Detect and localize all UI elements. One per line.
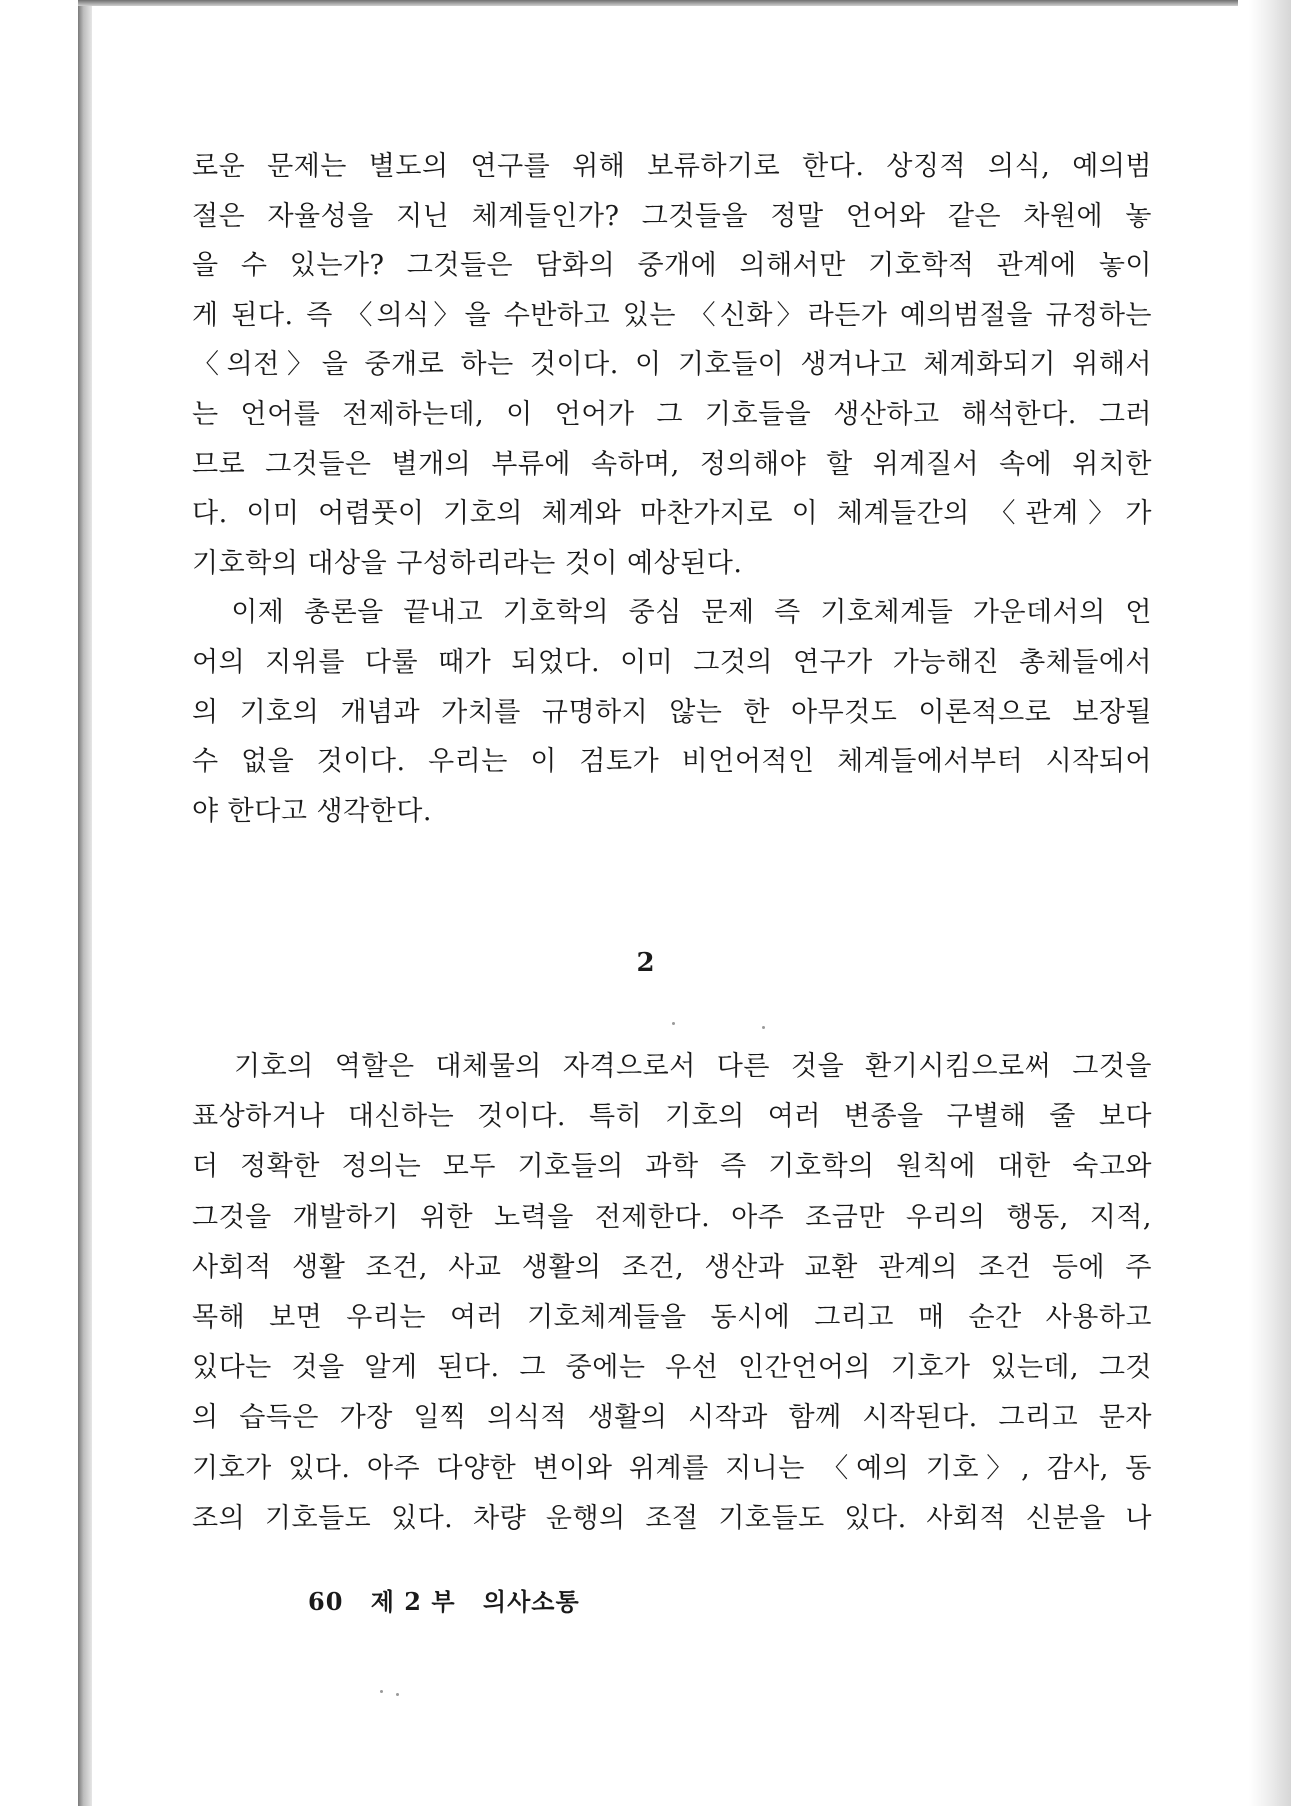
text-line: 더 정확한 정의는 모두 기호들의 과학 즉 기호학의 원칙에 대한 숙고와 [192, 1151, 1152, 1183]
text-line: 다. 이미 어렴풋이 기호의 체계와 마찬가지로 이 체계들간의 〈관계〉가 [192, 498, 1152, 530]
running-footer [308, 1582, 598, 1617]
lower-text-block [192, 1042, 1152, 1544]
section-number: 2 [636, 948, 655, 978]
text-line: 의 습득은 가장 일찍 의식적 생활의 시작과 함께 시작된다. 그리고 문자 [192, 1402, 1152, 1434]
text-line: 어의 지위를 다룰 때가 되었다. 이미 그것의 연구가 가능해진 총체들에서 [192, 646, 1152, 678]
part-title: 의사소통 [482, 1587, 580, 1616]
text-line: 기호학의 대상을 구성하리라는 것이 예상된다. [192, 547, 743, 579]
text-line: 이제 총론을 끝내고 기호학의 중심 문제 즉 기호체계들 가운데서의 언 [192, 597, 1152, 629]
text-line: 므로 그것들은 별개의 부류에 속하며, 정의해야 할 위계질서 속에 위치한 [192, 448, 1152, 480]
text-line: 〈의전〉을 중개로 하는 것이다. 이 기호들이 생겨나고 체계화되기 위해서 [192, 349, 1152, 381]
text-line: 있다는 것을 알게 된다. 그 중에는 우선 인간언어의 기호가 있는데, 그것 [192, 1352, 1152, 1384]
text-line: 사회적 생활 조건, 사교 생활의 조건, 생산과 교환 관계의 조건 등에 주 [192, 1251, 1152, 1283]
text-line: 조의 기호들도 있다. 차량 운행의 조절 기호들도 있다. 사회적 신분을 나 [192, 1502, 1152, 1534]
text-line: 그것을 개발하기 위한 노력을 전제한다. 아주 조금만 우리의 행동, 지적, [192, 1201, 1152, 1233]
text-line: 목해 보면 우리는 여러 기호체계들을 동시에 그리고 매 순간 사용하고 [192, 1301, 1152, 1333]
text-line: 야 한다고 생각한다. [192, 795, 432, 827]
page-number: 60 [308, 1587, 344, 1616]
text-line: 기호의 역할은 대체물의 자격으로서 다른 것을 환기시킴으로써 그것을 [192, 1051, 1152, 1082]
text-line: 의 기호의 개념과 가치를 규명하지 않는 한 아무것도 이론적으로 보장될 [192, 696, 1152, 728]
text-line: 로운 문제는 별도의 연구를 위해 보류하기로 한다. 상징적 의식, 예의범 [192, 151, 1152, 182]
text-line: 을 수 있는가? 그것들은 담화의 중개에 의해서만 기호학적 관계에 놓이 [192, 250, 1152, 282]
text-line: 표상하거나 대신하는 것이다. 특히 기호의 여러 변종을 구별해 줄 보다 [192, 1101, 1152, 1133]
text-line: 절은 자율성을 지닌 체계들인가? 그것들을 정말 언어와 같은 차원에 놓 [192, 200, 1152, 232]
text-line: 게 된다. 즉 〈의식〉을 수반하고 있는 〈신화〉라든가 예의범절을 규정하는 [192, 299, 1152, 331]
scan-speck [380, 1690, 383, 1693]
page-shadow-right [1249, 0, 1291, 1806]
page-edge-left [78, 0, 92, 1806]
part-label: 제 2 부 [370, 1587, 456, 1616]
text-line: 기호가 있다. 아주 다양한 변이와 위계를 지니는 〈예의 기호〉, 감사, 동 [192, 1452, 1152, 1484]
scan-speck [672, 1022, 675, 1025]
upper-text-block [192, 142, 1152, 836]
scan-speck [396, 1693, 399, 1696]
scan-speck [762, 1026, 765, 1029]
text-line: 는 언어를 전제하는데, 이 언어가 그 기호들을 생산하고 해석한다. 그러 [192, 398, 1152, 430]
text-line: 수 없을 것이다. 우리는 이 검토가 비언어적인 체계들에서부터 시작되어 [192, 746, 1152, 778]
